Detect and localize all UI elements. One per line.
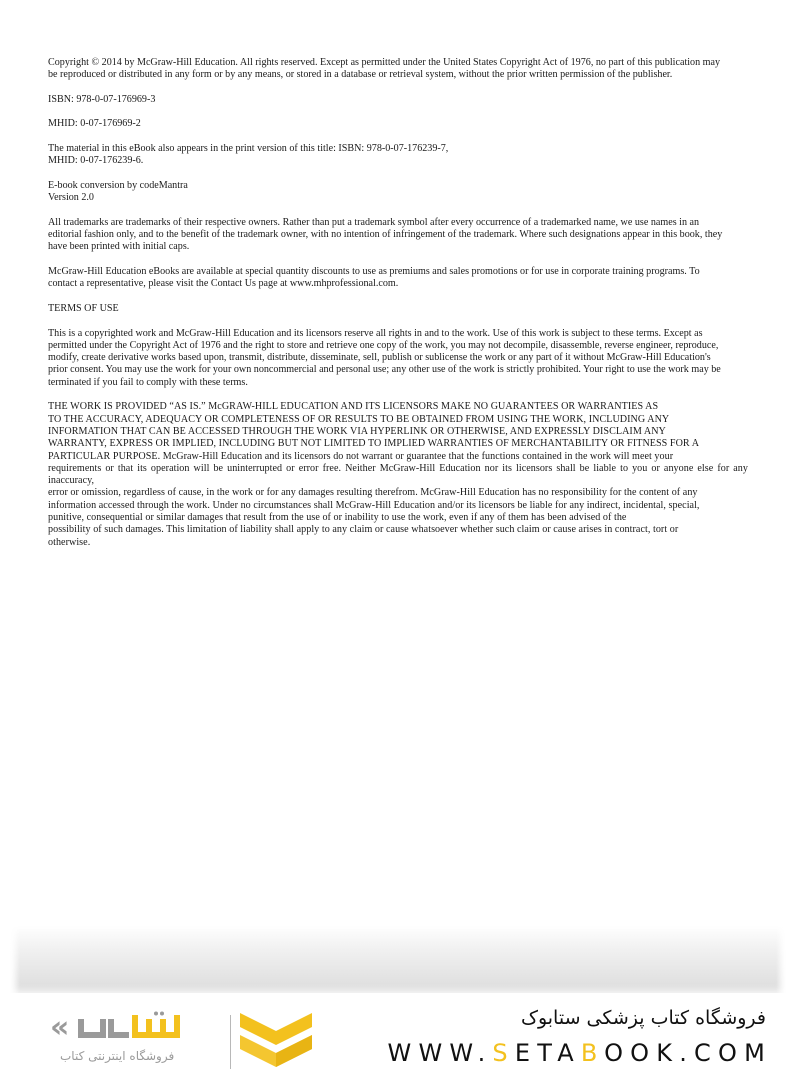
- text-line: be reproduced or distributed in any form or by any means, or stored in a database or retrieval system, without the prior written permission of the publisher.: [48, 69, 673, 81]
- text-line: otherwise.: [48, 536, 91, 548]
- page-bottom-shadow: [10, 925, 786, 993]
- logo-wordmark: [50, 1011, 203, 1045]
- chevron-emblem-icon: [240, 1013, 312, 1071]
- text-line: The material in this eBook also appears in the print version of this title: ISBN: 978-0-07-176239-7,: [48, 143, 449, 155]
- text-line: McGraw-Hill Education eBooks are available at special quantity discounts to use as premiums and sales promotions or for use in corporate training programs. To: [48, 266, 700, 278]
- text-line: All trademarks are trademarks of their respective owners. Rather than put a trademark symbol after every occurrence of a trademarked name, we use names in an: [48, 216, 700, 228]
- terms-heading: TERMS OF USE: [48, 302, 119, 314]
- copyright-page: [48, 57, 748, 561]
- text-line: This is a copyrighted work and McGraw-Hill Education and its licensors reserve all rights in and to the work. Use of this work is subject to these terms. Except as: [48, 327, 703, 339]
- text-line: possibility of such damages. This limitation of liability shall apply to any claim or cause whatsoever whether such claim or cause arises in contract, tort or: [48, 524, 679, 536]
- url-part: ETA: [514, 1039, 581, 1067]
- logo-letters-icon: [63, 1011, 203, 1045]
- text-line: editorial fashion only, and to the benefit of the trademark owner, with no intention of infringement of the trademark. Where such designations appear in this book, they: [48, 229, 723, 241]
- text-line: punitive, consequential or similar damages that result from the use of or inability to use the work, even if any of them has been advised of the: [48, 511, 627, 523]
- mhid: MHID: 0-07-176969-2: [48, 118, 141, 130]
- logo-divider: [230, 1015, 231, 1069]
- text-line: WARRANTY, EXPRESS OR IMPLIED, INCLUDING BUT NOT LIMITED TO IMPLIED WARRANTIES OF MERCHANTABILITY OR FITNESS FOR A: [48, 438, 700, 450]
- isbn: ISBN: 978-0-07-176969-3: [48, 93, 156, 105]
- copyright-notice: [48, 57, 748, 82]
- text-line: E-book conversion by codeMantra: [48, 179, 188, 191]
- print-version-note: [48, 143, 748, 168]
- text-line: information accessed through the work. Under no circumstances shall McGraw-Hill Education and/or its licensors be liable for any indirect, incidental, special,: [48, 499, 700, 511]
- text-line: modify, create derivative works based upon, transmit, distribute, disseminate, sell, publish or sublicense the work or any part of it without McGraw-Hill Education's: [48, 352, 711, 364]
- url-part: OOK.COM: [604, 1039, 772, 1067]
- text-line: have been printed with initial caps.: [48, 241, 190, 253]
- text-line: contact a representative, please visit the Contact Us page at www.mhprofessional.com.: [48, 278, 399, 290]
- warranty-disclaimer: [48, 401, 748, 549]
- text-line: PARTICULAR PURPOSE. McGraw-Hill Education and its licensors do not warrant or guarantee that the functions contained in the work will meet your: [48, 450, 674, 462]
- text-line: TO THE ACCURACY, ADEQUACY OR COMPLETENESS OF OR RESULTS TO BE OBTAINED FROM USING THE WORK, INCLUDING ANY: [48, 413, 670, 425]
- text-line: MHID: 0-07-176239-6.: [48, 155, 144, 167]
- text-line: error or omission, regardless of cause, in the work or for any damages resulting therefrom. McGraw-Hill Education has no responsibility for the content of any: [48, 487, 698, 499]
- text-line: requirements or that its operation will be uninterrupted or error free. Neither McGraw-Hill Education nor its licensors shall be liable to you or anyone else for any inaccuracy,: [48, 462, 748, 487]
- conversion-note: [48, 180, 748, 205]
- url-part: WWW.: [387, 1039, 493, 1067]
- shop-title: فروشگاه کتاب پزشکی ستابوک: [520, 1007, 766, 1029]
- discounts-note: [48, 266, 748, 291]
- text-line: INFORMATION THAT CAN BE ACCESSED THROUGH THE WORK VIA HYPERLINK OR OTHERWISE, AND EXPRESSLY DISCLAIM ANY: [48, 425, 666, 437]
- text-line: Version 2.0: [48, 192, 94, 204]
- setabook-logo[interactable]: [40, 1007, 310, 1069]
- text-line: Copyright © 2014 by McGraw-Hill Education. All rights reserved. Except as permitted under the United States Copyright Act of 1976, no part of this publication may: [48, 57, 721, 68]
- shop-url-link[interactable]: [388, 1039, 772, 1067]
- text-line: prior consent. You may use the work for your own noncommercial and personal use; any other use of the work is strictly prohibited. Your right to use the work may be: [48, 364, 721, 376]
- terms-of-use: [48, 328, 748, 389]
- trademarks-note: [48, 217, 748, 254]
- setabook-banner: [0, 993, 796, 1080]
- text-line: permitted under the Copyright Act of 1976 and the right to store and retrieve one copy of the work, you may not decompile, disassemble, reverse engineer, reproduce,: [48, 339, 719, 351]
- double-chevron-left-icon: «: [50, 1010, 64, 1045]
- logo-subtitle: فروشگاه اینترنتی کتاب: [60, 1049, 175, 1063]
- text-line: THE WORK IS PROVIDED “AS IS.” McGRAW-HILL EDUCATION AND ITS LICENSORS MAKE NO GUARANTEES OR WARRANTIES AS: [48, 401, 659, 413]
- text-line: terminated if you fail to comply with these terms.: [48, 376, 248, 388]
- url-part-highlight: S: [492, 1039, 515, 1067]
- url-part-highlight: B: [580, 1039, 605, 1067]
